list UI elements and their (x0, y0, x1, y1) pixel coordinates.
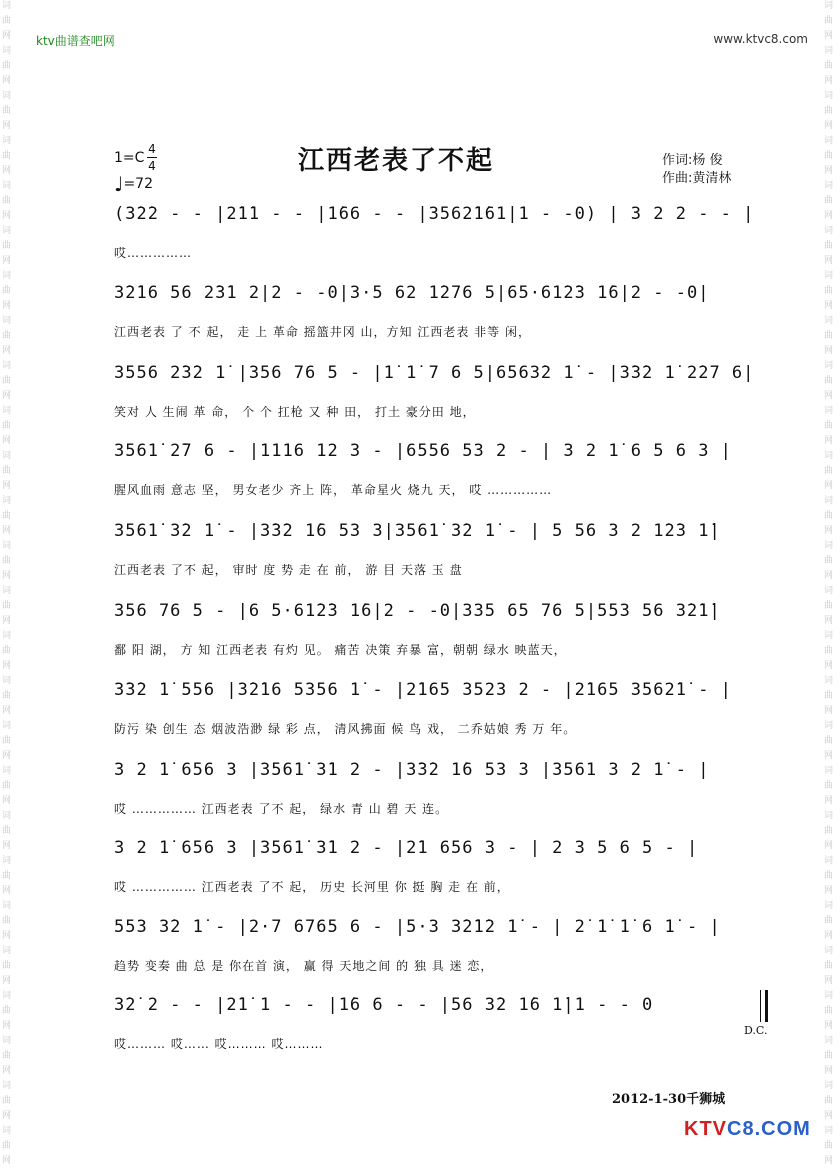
staff-notes: (3̇2̇2 - - |2̇1̇1 - - |1̇66 - - |3562̇1̇61|1 - -0) | 3 2 2 - - | (114, 204, 755, 224)
staff-notes: 356 76 5 - |6 5·61̇2̇3 1̇6|2 - -0|335 65 76 5|553 56 3̇2̇1̇| (114, 601, 721, 621)
date-signature: 2012-1-30千狮城 (612, 1092, 726, 1107)
watermark-char: 词 (2, 316, 12, 326)
watermark-char: 曲 (2, 196, 12, 206)
song-credits (662, 152, 731, 188)
watermark-char: 曲 (824, 286, 834, 296)
watermark-char: 词 (2, 1, 12, 11)
watermark-char: 曲 (2, 1096, 12, 1106)
watermark-char: 网 (2, 436, 12, 446)
watermark-char: 网 (2, 931, 12, 941)
staff-lyrics: 江西老表 了不 起， 审时 度 势 走 在 前， 游 目 天落 玉 盘 (114, 563, 463, 577)
staff-lyrics: 趋势 变奏 曲 总 是 你在首 演， 赢 得 天地之间 的 独 具 迷 恋， (114, 959, 494, 973)
staff-lyrics: 防污 染 创生 态 烟波浩渺 绿 彩 点， 清风拂面 候 鸟 戏， 二乔姑娘 秀 万 年。 (114, 722, 577, 736)
watermark-char: 词 (824, 766, 834, 776)
watermark-char: 词 (2, 766, 12, 776)
watermark-char: 网 (2, 976, 12, 986)
composer: 作曲:黄清林 (662, 171, 732, 186)
watermark-char: 词 (2, 811, 12, 821)
staff-notes: 553 3̇2 1̇ - |2·7 6765 6 - |5·3 3̇2̇1̇2 1̇ - | 2̇ 1̇ 1̇ 6 1̇ - | (114, 917, 721, 937)
site-name-left[interactable]: ktv曲谱查吧网 (36, 34, 115, 48)
staff-notes: 3̇3̇2 1̇ 556 |3̇2̇16 5356 1̇ - |2̇165 3523 2 - |2̇165 3562̇1̇ - | (114, 680, 732, 700)
watermark-char: 网 (824, 256, 834, 266)
time-signature-line (147, 157, 157, 158)
watermark-char: 词 (2, 46, 12, 56)
watermark-char: 词 (824, 856, 834, 866)
watermark-char: 曲 (2, 781, 12, 791)
watermark-char: 网 (824, 121, 834, 131)
watermark-char: 网 (2, 1021, 12, 1031)
watermark-char: 词 (824, 226, 834, 236)
watermark-char: 曲 (2, 1006, 12, 1016)
watermark-char: 词 (2, 136, 12, 146)
watermark-char: 网 (2, 886, 12, 896)
watermark-char: 网 (824, 1066, 834, 1076)
watermark-char: 曲 (824, 196, 834, 206)
watermark-char: 词 (2, 631, 12, 641)
watermark-char: 曲 (2, 961, 12, 971)
watermark-char: 网 (2, 301, 12, 311)
staff-lyrics: 笑对 人 生闹 革 命， 个 个 扛枪 又 种 田， 打土 豪分田 地， (114, 405, 476, 419)
watermark-char: 网 (2, 841, 12, 851)
watermark-char: 曲 (2, 826, 12, 836)
watermark-char: 网 (2, 391, 12, 401)
watermark-char: 词 (824, 586, 834, 596)
watermark-char: 词 (824, 1081, 834, 1091)
watermark-char: 曲 (824, 376, 834, 386)
watermark-char: 网 (824, 1111, 834, 1121)
watermark-char: 词 (2, 541, 12, 551)
watermark-char: 词 (2, 586, 12, 596)
watermark-char: 网 (2, 1156, 12, 1166)
watermark-char: 曲 (824, 871, 834, 881)
watermark-char: 网 (824, 1156, 834, 1166)
watermark-char: 网 (824, 301, 834, 311)
watermark-char: 词 (2, 451, 12, 461)
time-signature-top: 4 (148, 142, 156, 156)
watermark-char: 网 (2, 481, 12, 491)
staff-notes: 3561̇ 3̇2 1̇ - |3̇3̇2 1̇6 53 3|3561̇ 3̇2 1̇ - | 5 56 3 2 1̇2̇3 1̇| (114, 521, 721, 541)
watermark-char: 词 (824, 136, 834, 146)
quarter-note-icon: ♩ (114, 172, 124, 196)
watermark-char: 词 (2, 406, 12, 416)
watermark-char: 词 (2, 271, 12, 281)
watermark-char: 词 (824, 1036, 834, 1046)
watermark-char: 曲 (824, 421, 834, 431)
staff-lyrics: 哎…………… (114, 246, 193, 260)
watermark-char: 网 (824, 796, 834, 806)
watermark-char: 词 (824, 1, 834, 11)
watermark-char: 曲 (824, 601, 834, 611)
watermark-char: 网 (824, 841, 834, 851)
watermark-char: 词 (2, 91, 12, 101)
watermark-char: 词 (2, 991, 12, 1001)
watermark-char: 网 (2, 1066, 12, 1076)
lyricist: 作词:杨 俊 (662, 153, 723, 168)
watermark-char: 网 (824, 616, 834, 626)
watermark-char: 网 (824, 526, 834, 536)
watermark-char: 曲 (2, 16, 12, 26)
watermark-char: 词 (2, 181, 12, 191)
watermark-char: 网 (824, 661, 834, 671)
watermark-char: 曲 (824, 646, 834, 656)
watermark-char: 曲 (824, 556, 834, 566)
watermark-char: 词 (2, 1081, 12, 1091)
watermark-char: 曲 (824, 826, 834, 836)
watermark-char: 网 (824, 976, 834, 986)
watermark-char: 曲 (824, 61, 834, 71)
staff-lyrics: 哎……… 哎…… 哎……… 哎……… (114, 1037, 324, 1051)
watermark-char: 网 (824, 436, 834, 446)
watermark-char: 曲 (824, 691, 834, 701)
watermark-char: 曲 (824, 916, 834, 926)
watermark-char: 曲 (824, 781, 834, 791)
tempo-value: =72 (123, 176, 153, 192)
staff-lyrics: 江西老表 了 不 起， 走 上 革命 摇篮井冈 山，方知 江西老表 非等 闲， (114, 325, 531, 339)
staff-notes: 3556 2̇3̇2 1̇ |356 76 5 - |1̇ 1̇ 7 6 5|6563̇2 1̇ - |3̇3̇2 1̇ 2̇27 6| (114, 363, 755, 383)
watermark-char: 网 (2, 751, 12, 761)
time-signature-bottom: 4 (148, 159, 156, 173)
watermark-char: 网 (2, 616, 12, 626)
watermark-char: 网 (2, 256, 12, 266)
watermark-char: 曲 (824, 961, 834, 971)
watermark-char: 曲 (2, 1051, 12, 1061)
watermark-char: 曲 (2, 376, 12, 386)
staff-notes: 3 2 1̇ 656 3 |3561̇ 3̇1 2 - |3̇3̇2 1̇6 53 3 |3561 3 2 1̇ - | (114, 760, 710, 780)
tempo-marking (114, 172, 153, 196)
watermark-char: 网 (2, 1111, 12, 1121)
watermark-char: 网 (824, 886, 834, 896)
watermark-char: 曲 (824, 466, 834, 476)
watermark-char: 网 (824, 1021, 834, 1031)
watermark-char: 曲 (2, 601, 12, 611)
watermark-char: 曲 (824, 241, 834, 251)
watermark-char: 词 (2, 1036, 12, 1046)
watermark-char: 曲 (824, 1051, 834, 1061)
watermark-char: 曲 (824, 1006, 834, 1016)
watermark-char: 网 (2, 31, 12, 41)
watermark-char: 词 (2, 901, 12, 911)
watermark-char: 网 (2, 346, 12, 356)
watermark-char: 词 (2, 856, 12, 866)
watermark-char: 词 (2, 1126, 12, 1136)
watermark-char: 曲 (2, 61, 12, 71)
watermark-char: 词 (824, 676, 834, 686)
watermark-char: 曲 (824, 16, 834, 26)
watermark-char: 词 (2, 496, 12, 506)
watermark-char: 曲 (824, 1141, 834, 1151)
watermark-char: 曲 (2, 556, 12, 566)
watermark-char: 网 (824, 931, 834, 941)
watermark-char: 词 (2, 946, 12, 956)
song-title: 江西老表了不起 (298, 146, 495, 176)
watermark-char: 网 (824, 751, 834, 761)
watermark-char: 曲 (2, 106, 12, 116)
watermark-char: 网 (824, 346, 834, 356)
final-barline (760, 990, 768, 1022)
watermark-char: 网 (2, 706, 12, 716)
watermark-char: 曲 (2, 286, 12, 296)
watermark-char: 曲 (2, 241, 12, 251)
key-signature: 1=C (114, 150, 145, 166)
staff-lyrics: 哎 …………… 江西老表 了不 起， 历史 长河里 你 挺 胸 走 在 前， (114, 880, 510, 894)
watermark-left (2, 0, 16, 1170)
watermark-char: 网 (2, 796, 12, 806)
watermark-right (824, 0, 838, 1170)
watermark-char: 网 (2, 121, 12, 131)
da-capo-mark: D.C. (744, 1024, 768, 1037)
watermark-char: 词 (824, 1126, 834, 1136)
watermark-char: 曲 (2, 151, 12, 161)
watermark-char: 曲 (824, 151, 834, 161)
watermark-char: 词 (824, 901, 834, 911)
watermark-char: 曲 (2, 1141, 12, 1151)
watermark-char: 词 (824, 46, 834, 56)
time-signature (147, 142, 157, 173)
watermark-char: 网 (2, 76, 12, 86)
watermark-char: 词 (824, 406, 834, 416)
watermark-char: 曲 (2, 466, 12, 476)
watermark-char: 曲 (2, 331, 12, 341)
watermark-char: 网 (824, 481, 834, 491)
watermark-char: 网 (2, 211, 12, 221)
staff-notes: 3561̇ 2̇7 6 - |1116 12 3 - |6556 53 2 - | 3 2 1̇ 6 5 6 3 | (114, 441, 732, 461)
staff-notes: 3̇2̇16 56 2̇3̇1 2|2 - -0|3·5 62 1̇276 5|65·61̇2̇3 1̇6|2 - -0| (114, 283, 710, 303)
watermark-char: 网 (824, 571, 834, 581)
watermark-char: 曲 (2, 421, 12, 431)
watermark-char: 网 (824, 166, 834, 176)
watermark-char: 词 (824, 361, 834, 371)
watermark-char: 词 (824, 316, 834, 326)
watermark-char: 曲 (824, 331, 834, 341)
watermark-char: 词 (824, 181, 834, 191)
watermark-char: 词 (824, 811, 834, 821)
watermark-char: 曲 (2, 916, 12, 926)
watermark-char: 曲 (2, 511, 12, 521)
staff-lyrics: 腥风血雨 意志 坚， 男女老少 齐上 阵， 革命星火 烧九 天， 哎 …………… (114, 483, 553, 497)
watermark-char: 网 (2, 166, 12, 176)
watermark-char: 曲 (2, 871, 12, 881)
watermark-char: 词 (2, 676, 12, 686)
staff-notes: 3̇2̇ 2 - - |2̇1̇ 1 - - |1̇6 6 - - |56 3̇2 1̇6 1̇|1 - - 0 (114, 995, 654, 1015)
watermark-char: 曲 (2, 646, 12, 656)
watermark-char: 网 (824, 391, 834, 401)
watermark-char: 曲 (824, 1096, 834, 1106)
staff-lyrics: 鄱 阳 湖， 方 知 江西老表 有灼 见。 痛苦 决策 弃暴 富，朝朝 绿水 映蓝天， (114, 643, 567, 657)
watermark-char: 曲 (824, 736, 834, 746)
watermark-char: 词 (824, 451, 834, 461)
watermark-char: 词 (824, 541, 834, 551)
watermark-char: 词 (824, 991, 834, 1001)
watermark-char: 词 (824, 946, 834, 956)
ktvc8-logo: KTVC8.COM (684, 1118, 811, 1140)
watermark-char: 词 (824, 721, 834, 731)
staff-lyrics: 哎 …………… 江西老表 了不 起， 绿水 青 山 碧 天 连。 (114, 802, 449, 816)
watermark-char: 曲 (824, 106, 834, 116)
watermark-char: 网 (824, 211, 834, 221)
site-url-right[interactable]: www.ktvc8.com (713, 32, 808, 46)
watermark-char: 词 (2, 361, 12, 371)
watermark-char: 词 (824, 271, 834, 281)
watermark-char: 曲 (2, 691, 12, 701)
watermark-char: 网 (824, 31, 834, 41)
watermark-char: 网 (824, 76, 834, 86)
watermark-char: 词 (824, 631, 834, 641)
staff-notes: 3 2 1̇ 656 3 |3561̇ 3̇1 2 - |2̇1 656 3 - | 2 3 5 6 5 - | (114, 838, 699, 858)
watermark-char: 网 (2, 661, 12, 671)
watermark-char: 曲 (824, 511, 834, 521)
watermark-char: 网 (2, 571, 12, 581)
watermark-char: 词 (824, 91, 834, 101)
watermark-char: 网 (824, 706, 834, 716)
watermark-char: 曲 (2, 736, 12, 746)
watermark-char: 词 (2, 226, 12, 236)
watermark-char: 词 (2, 721, 12, 731)
watermark-char: 词 (824, 496, 834, 506)
watermark-char: 网 (2, 526, 12, 536)
